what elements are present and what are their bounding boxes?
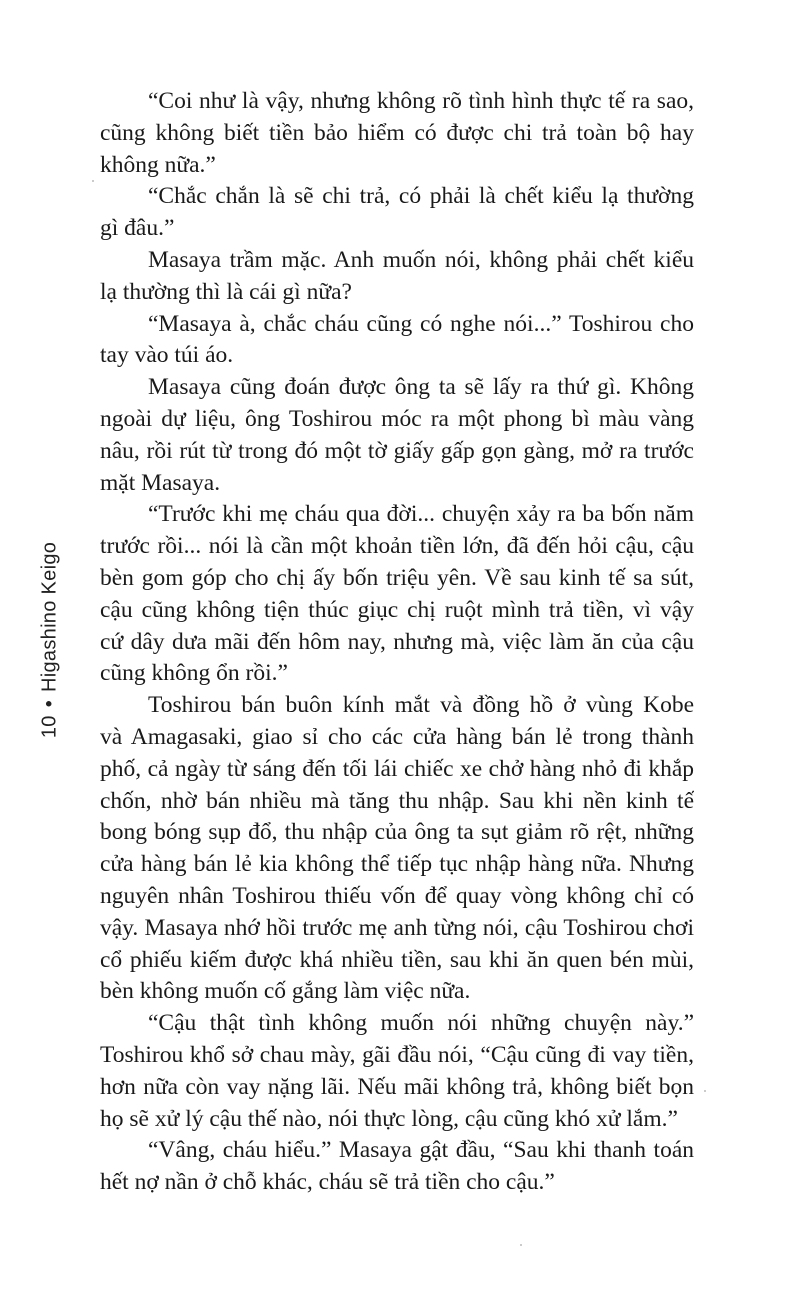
text-line: cậu cũng không tiện thúc giục chị ruột mình trả tiền, vì vậy xyxy=(100,596,694,623)
text-line: vậy. Masaya nhớ hồi trước mẹ anh từng nói, cậu Toshirou chơi xyxy=(100,914,694,941)
paragraph xyxy=(100,1135,694,1199)
text-line: nâu, rồi rút từ trong đó một tờ giấy gấp gọn gàng, mở ra trước xyxy=(100,437,694,464)
text-line: không nữa.” xyxy=(100,151,216,178)
text-line: “Vâng, cháu hiểu.” Masaya gật đầu, “Sau khi thanh toán xyxy=(148,1137,694,1164)
text-line: trước rồi... nói là cần một khoản tiền lớn, đã đến hỏi cậu, cậu xyxy=(100,533,694,560)
text-line: gì đâu.” xyxy=(100,215,175,242)
text-line: cổ phiếu kiếm được khá nhiều tiền, sau khi ăn quen bén mùi, xyxy=(100,946,694,973)
paragraph xyxy=(100,499,694,690)
text-line: “Chắc chắn là sẽ chi trả, có phải là chết kiểu lạ thường xyxy=(148,183,694,210)
paragraph xyxy=(100,309,694,373)
text-line: tay vào túi áo. xyxy=(100,342,234,369)
text-line: lạ thường thì là cái gì nữa? xyxy=(100,278,352,305)
text-line: và Amagasaki, giao sỉ cho các cửa hàng bán lẻ trong thành xyxy=(100,723,694,750)
text-line: cũng không ổn rồi.” xyxy=(100,660,288,687)
paragraph xyxy=(100,690,694,1008)
text-line: Toshirou bán buôn kính mắt và đồng hồ ở vùng Kobe xyxy=(148,692,694,719)
text-line: mặt Masaya. xyxy=(100,469,221,496)
text-line: cũng không biết tiền bảo hiểm có được chi trả toàn bộ hay xyxy=(100,119,694,146)
text-line: “Coi như là vậy, nhưng không rõ tình hình thực tế ra sao, xyxy=(148,88,694,114)
text-line: cửa hàng bán lẻ kia không thể tiếp tục nhập hàng nữa. Nhưng xyxy=(100,851,694,878)
text-line: cứ dây dưa mãi đến hôm nay, nhưng mà, việc làm ăn của cậu xyxy=(100,628,694,655)
text-line: ngoài dự liệu, ông Toshirou móc ra một phong bì màu vàng xyxy=(100,405,694,432)
scan-speck xyxy=(704,1090,706,1092)
text-line: “Masaya à, chắc cháu cũng có nghe nói...” Toshirou cho xyxy=(148,310,694,337)
paragraph xyxy=(100,1008,694,1135)
text-line: bèn gom góp cho chị ấy bốn triệu yên. Về sau kinh tế sa sút, xyxy=(100,564,694,591)
running-head xyxy=(39,542,62,738)
body-text xyxy=(100,86,694,1199)
page-number: 10 xyxy=(38,715,61,739)
text-line: bèn không muốn cố gắng làm việc nữa. xyxy=(100,978,471,1005)
text-line: họ sẽ xử lý cậu thế nào, nói thực lòng, cậu cũng khó xử lắm.” xyxy=(100,1105,678,1132)
text-line: phố, cả ngày từ sáng đến tối lái chiếc xe chở hàng nhỏ đi khắp xyxy=(100,755,694,782)
text-line: “Cậu thật tình không muốn nói những chuyện này.” xyxy=(148,1010,694,1037)
text-line: bong bóng sụp đổ, thu nhập của ông ta sụt giảm rõ rệt, những xyxy=(100,819,694,846)
scan-speck xyxy=(92,180,94,182)
paragraph xyxy=(100,86,694,181)
text-line: hơn nữa còn vay nặng lãi. Nếu mãi không trả, không biết bọn xyxy=(100,1073,694,1100)
text-line: Masaya trầm mặc. Anh muốn nói, không phải chết kiểu xyxy=(148,246,694,273)
separator-dot: • xyxy=(38,699,61,708)
text-line: nguyên nhân Toshirou thiếu vốn để quay vòng không chỉ có xyxy=(100,882,694,909)
text-line: “Trước khi mẹ cháu qua đời... chuyện xảy ra ba bốn năm xyxy=(148,501,694,528)
scan-speck xyxy=(520,1244,522,1246)
paragraph xyxy=(100,245,694,309)
paragraph xyxy=(100,181,694,245)
text-line: hết nợ nần ở chỗ khác, cháu sẽ trả tiền cho cậu.” xyxy=(100,1169,555,1196)
text-line: chốn, nhờ bán nhiều mà tăng thu nhập. Sau khi nền kinh tế xyxy=(100,787,694,814)
text-line: Masaya cũng đoán được ông ta sẽ lấy ra thứ gì. Không xyxy=(148,374,694,401)
text-line: Toshirou khổ sở chau mày, gãi đầu nói, “Cậu cũng đi vay tiền, xyxy=(100,1041,694,1068)
paragraph xyxy=(100,372,694,499)
author-name: Higashino Keigo xyxy=(38,541,61,692)
